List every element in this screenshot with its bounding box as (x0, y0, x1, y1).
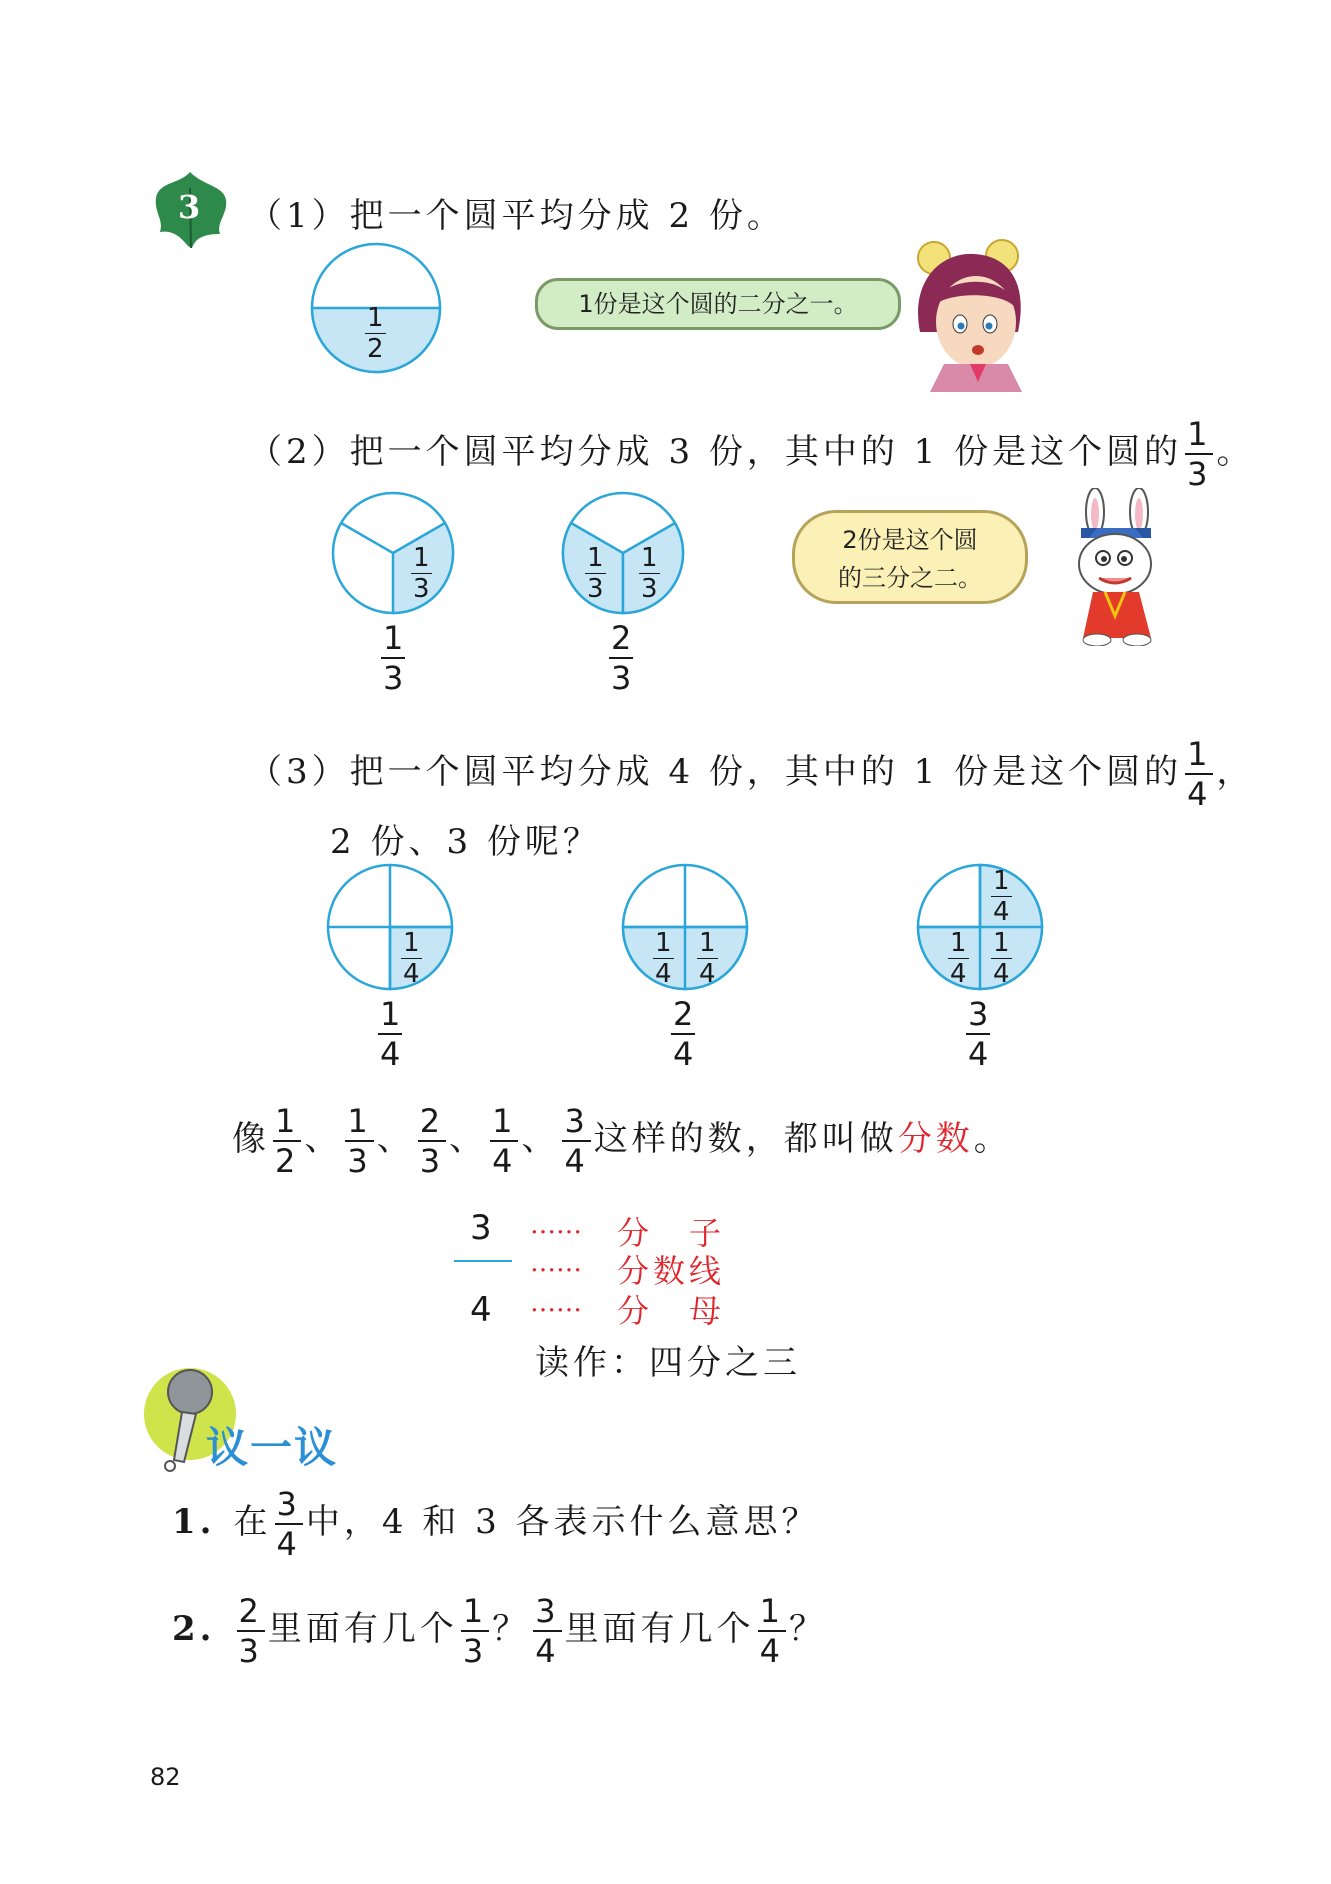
circle-quarters-two (620, 862, 750, 992)
question-2: 2. $\frac{2}{3}$ 里面有几个 $\frac{1}{3}$ ？ $\frac{3}{4}$ 里面有几个 $\frac{1}{4}$ ？ (172, 1592, 827, 1670)
question-2-index: 2. (172, 1609, 216, 1649)
numerator-dots: …… (530, 1210, 582, 1240)
part2-text: （2）把一个圆平均分成 3 份，其中的 1 份是这个圆的 $\frac{1}{3}$ 。 (248, 415, 1255, 493)
quarter-label-top: 1 4 (993, 866, 1010, 927)
example-number: 3 (178, 188, 201, 226)
read-as: 读作：四分之三 (535, 1343, 801, 1383)
line-dots: …… (530, 1248, 582, 1278)
def-frac-1: $\frac{1}{2}$ (275, 1102, 300, 1180)
caption-one-third: 1 3 (383, 619, 404, 697)
def-frac-2: $\frac{1}{3}$ (347, 1102, 372, 1180)
def-frac-5: $\frac{3}{4}$ (564, 1102, 589, 1180)
anatomy-line (454, 1260, 512, 1262)
q2-fraction-a: $\frac{2}{3}$ (238, 1592, 263, 1670)
quarter-label: 1 4 (403, 928, 420, 989)
fraction-anatomy (452, 1208, 772, 1338)
anatomy-denominator: 4 (470, 1290, 492, 1330)
quarter-label-bottom-left: 1 4 (950, 928, 967, 989)
caption-two-quarters: 2 4 (673, 995, 694, 1073)
quarter-label-left: 1 4 (655, 928, 672, 989)
q1-fraction: $\frac{3}{4}$ (276, 1485, 301, 1563)
discuss-title: 议一议 (206, 1423, 339, 1472)
line-label: 分数线 (617, 1252, 726, 1290)
denominator-dots: …… (530, 1288, 582, 1318)
circle-quarters-one (325, 862, 455, 992)
part1-text: （1）把一个圆平均分成 2 份。 (248, 196, 785, 236)
question-1: 1. 在 $\frac{3}{4}$ 中，4 和 3 各表示什么意思？ (172, 1485, 820, 1563)
girl-speech-bubble: 1份是这个圆的二分之一。 (535, 278, 901, 330)
third-label-left: 1 3 (587, 543, 604, 604)
circle-quarters-three (915, 862, 1045, 992)
girl-illustration (900, 232, 1040, 392)
part2-fraction: $\frac{1}{3}$ (1187, 415, 1212, 493)
circle-thirds-one (330, 490, 456, 616)
circle-thirds-two (560, 490, 686, 616)
example-badge (150, 168, 232, 250)
half-label: 1 2 (367, 303, 384, 364)
definition-sentence: 像 $\frac{1}{2}$ 、 $\frac{1}{3}$ 、 $\frac{2}{3}$ 、 $\frac{1}{4}$ 、 $\frac{3}{4}$ 这样的数，都叫做分数。 (232, 1102, 1012, 1180)
q2-fraction-b: $\frac{1}{3}$ (462, 1592, 488, 1670)
rabbit-illustration (1055, 488, 1171, 646)
page-number: 82 (150, 1763, 181, 1791)
quarter-label-bottom-right: 1 4 (993, 928, 1010, 989)
q2-fraction-c: $\frac{3}{4}$ (535, 1592, 560, 1670)
third-label-right: 1 3 (641, 543, 658, 604)
term-fraction: 分数 (897, 1119, 974, 1159)
denominator-label: 分 母 (617, 1292, 726, 1330)
rabbit-speech-bubble: 2份是这个圆 的三分之二。 (792, 510, 1028, 604)
caption-one-quarter: 1 4 (380, 995, 401, 1073)
part3-fraction: $\frac{1}{4}$ (1187, 735, 1212, 813)
caption-three-quarters: 3 4 (968, 995, 989, 1073)
numerator-label: 分 子 (617, 1214, 726, 1252)
q2-fraction-d: $\frac{1}{4}$ (759, 1592, 784, 1670)
def-frac-3: $\frac{2}{3}$ (419, 1102, 445, 1180)
anatomy-numerator: 3 (470, 1208, 492, 1248)
def-frac-4: $\frac{1}{4}$ (492, 1102, 517, 1180)
third-label: 1 3 (413, 543, 430, 604)
part3-line2: 2 份、3 份呢？ (330, 822, 601, 862)
quarter-label-right: 1 4 (699, 928, 716, 989)
caption-two-thirds: 2 3 (611, 619, 632, 697)
part3-text: （3）把一个圆平均分成 4 份，其中的 1 份是这个圆的 $\frac{1}{4}$ ， (248, 735, 1255, 813)
question-1-index: 1. (172, 1502, 216, 1542)
